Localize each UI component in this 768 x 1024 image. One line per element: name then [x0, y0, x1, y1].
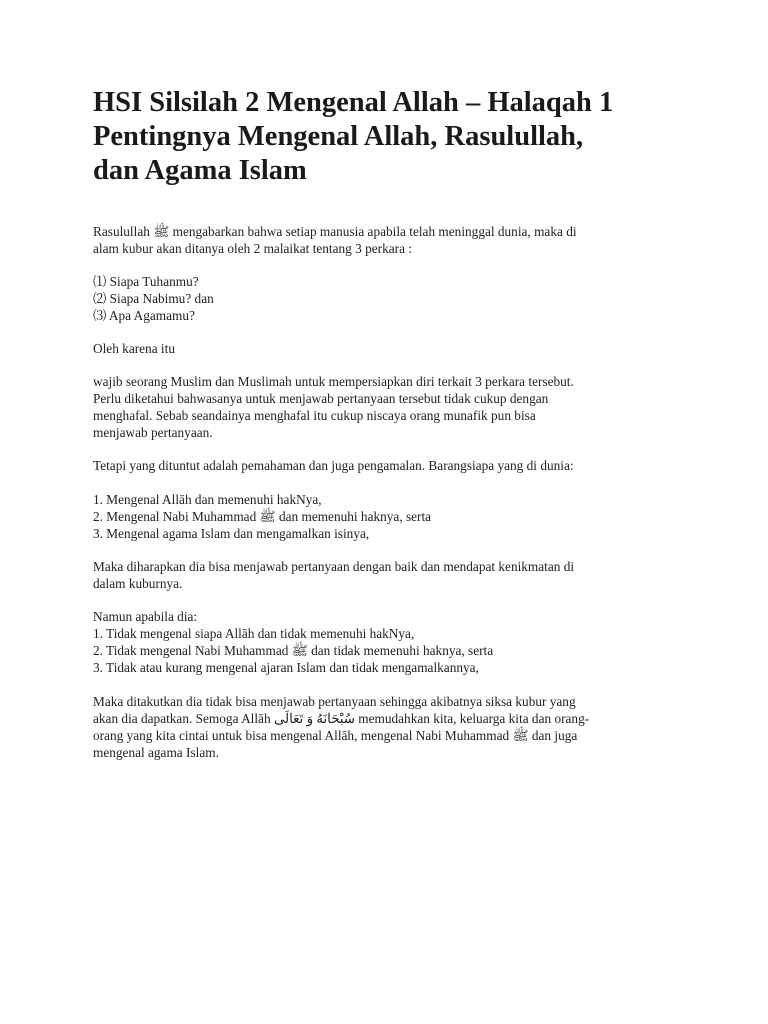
- text-line: dalam kuburnya.: [93, 576, 183, 591]
- text-line: menjawab pertanyaan.: [93, 425, 213, 440]
- text-line: ⑴ Siapa Tuhanmu?: [93, 274, 199, 289]
- text-line: 2. Tidak mengenal Nabi Muhammad ﷺ dan tidak memenuhi haknya, serta: [93, 643, 494, 658]
- title-line: HSI Silsilah 2 Mengenal Allah – Halaqah 1: [93, 87, 614, 118]
- paragraph: [93, 223, 693, 257]
- paragraph: [93, 693, 693, 761]
- text-line: menghafal. Sebab seandainya menghafal itu cukup niscaya orang munafik pun bisa: [93, 408, 536, 423]
- text-line: wajib seorang Muslim dan Muslimah untuk mempersiapkan diri terkait 3 perkara tersebut.: [93, 374, 574, 389]
- text-line: 1. Mengenal Allāh dan memenuhi hakNya,: [93, 492, 322, 507]
- text-line: Rasulullah ﷺ mengabarkan bahwa setiap manusia apabila telah meninggal dunia, maka di: [93, 224, 577, 239]
- text-line: 3. Mengenal agama Islam dan mengamalkan isinya,: [93, 526, 370, 541]
- text-line: 2. Mengenal Nabi Muhammad ﷺ dan memenuhi haknya, serta: [93, 509, 432, 524]
- text-line: Namun apabila dia:: [93, 609, 198, 624]
- paragraph: [93, 558, 693, 592]
- text-line: Tetapi yang dituntut adalah pemahaman dan juga pengamalan. Barangsiapa yang di dunia:: [93, 458, 574, 473]
- paragraph: [93, 457, 693, 474]
- text-line: mengenal agama Islam.: [93, 745, 219, 760]
- title-line: dan Agama Islam: [93, 155, 307, 186]
- document-title: [93, 86, 713, 188]
- paragraph: [93, 273, 693, 324]
- document-body: [93, 207, 693, 761]
- text-line: alam kubur akan ditanya oleh 2 malaikat tentang 3 perkara :: [93, 241, 413, 256]
- text-line: ⑶ Apa Agamamu?: [93, 308, 195, 323]
- paragraph: [93, 491, 693, 542]
- text-line: Maka ditakutkan dia tidak bisa menjawab pertanyaan sehingga akibatnya siksa kubur yang: [93, 694, 576, 709]
- paragraph: [93, 608, 693, 676]
- text-line: Perlu diketahui bahwasanya untuk menjawab pertanyaan tersebut tidak cukup dengan: [93, 391, 549, 406]
- text-line: ⑵ Siapa Nabimu? dan: [93, 291, 214, 306]
- text-line: Oleh karena itu: [93, 341, 175, 356]
- paragraph: [93, 340, 693, 357]
- text-line: Maka diharapkan dia bisa menjawab pertanyaan dengan baik dan mendapat kenikmatan di: [93, 559, 575, 574]
- title-line: Pentingnya Mengenal Allah, Rasulullah,: [93, 121, 584, 152]
- text-line: 3. Tidak atau kurang mengenal ajaran Islam dan tidak mengamalkannya,: [93, 660, 479, 675]
- text-line: orang yang kita cintai untuk bisa mengenal Allāh, mengenal Nabi Muhammad ﷺ dan juga: [93, 728, 578, 743]
- text-line: 1. Tidak mengenal siapa Allāh dan tidak memenuhi hakNya,: [93, 626, 415, 641]
- text-line: akan dia dapatkan. Semoga Allāh سُبْحَانَهُ وَ تَعَالَى memudahkan kita, keluarga kita dan orang-: [93, 711, 590, 726]
- paragraph: [93, 373, 693, 441]
